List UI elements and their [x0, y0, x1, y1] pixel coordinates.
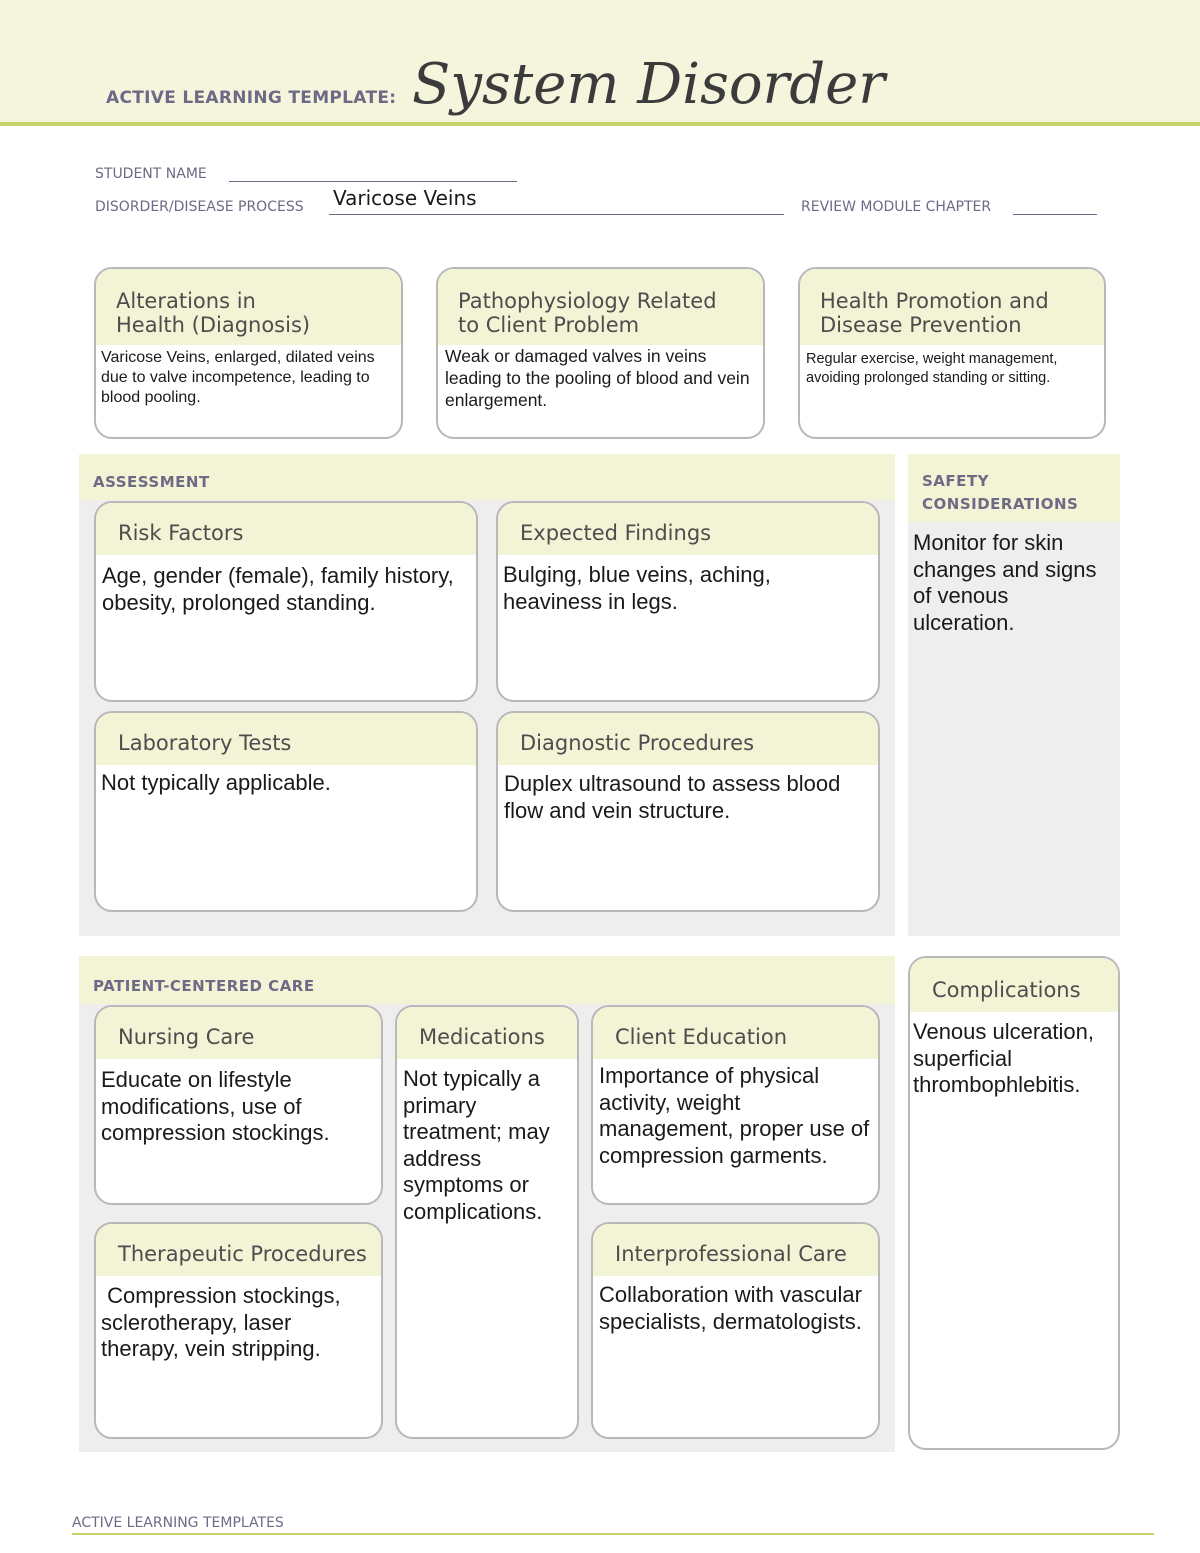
medications-body[interactable]: Not typically a primary treatment; may address symptoms or complications. [403, 1066, 550, 1224]
safety-title [908, 454, 1120, 522]
pathophysiology-body[interactable]: Weak or damaged valves in veins leading to the pooling of blood and vein enlargement. [445, 346, 750, 410]
safety-title-line2: CONSIDERATIONS [922, 495, 1079, 513]
therapeutic-procedures-title: Therapeutic Procedures [96, 1224, 381, 1276]
alterations-title [96, 269, 401, 345]
medications-box [395, 1005, 579, 1439]
header-rule [0, 122, 1200, 126]
diagnostic-procedures-body[interactable]: Duplex ultrasound to assess blood flow and vein structure. [504, 771, 841, 823]
client-education-body[interactable]: Importance of physical activity, weight management, proper use of compression garments. [599, 1063, 870, 1168]
alterations-box [94, 267, 403, 439]
expected-findings-body[interactable]: Bulging, blue veins, aching, heaviness in legs. [503, 562, 771, 614]
client-education-box [591, 1005, 880, 1205]
nursing-care-title: Nursing Care [96, 1007, 381, 1059]
complications-body[interactable]: Venous ulceration, superficial thrombophlebitis. [913, 1019, 1095, 1097]
footer-rule [72, 1533, 1154, 1535]
template-title: System Disorder [412, 52, 886, 117]
nursing-care-box [94, 1005, 383, 1205]
safety-body[interactable]: Monitor for skin changes and signs of venous ulceration. [913, 530, 1097, 635]
disorder-label: DISORDER/DISEASE PROCESS [95, 199, 304, 215]
diagnostic-procedures-title: Diagnostic Procedures [498, 713, 878, 765]
interprofessional-care-title: Interprofessional Care [593, 1224, 878, 1276]
alterations-title-line2: Health (Diagnosis) [116, 313, 311, 337]
health-promotion-box [798, 267, 1106, 439]
interprofessional-care-body[interactable]: Collaboration with vascular specialists, dermatologists. [599, 1282, 862, 1334]
risk-factors-body[interactable]: Age, gender (female), family history, obesity, prolonged standing. [102, 563, 454, 615]
safety-considerations-panel [908, 454, 1120, 936]
nursing-care-body[interactable]: Educate on lifestyle modifications, use of compression stockings. [101, 1067, 330, 1145]
pathophysiology-box [436, 267, 765, 439]
disorder-value: Varicose Veins [333, 186, 477, 210]
health-promotion-title-line1: Health Promotion and [820, 289, 1049, 313]
laboratory-tests-box [94, 711, 478, 912]
laboratory-tests-body[interactable]: Not typically applicable. [101, 770, 331, 795]
footer-label: ACTIVE LEARNING TEMPLATES [72, 1515, 284, 1531]
laboratory-tests-title: Laboratory Tests [96, 713, 476, 765]
health-promotion-body[interactable]: Regular exercise, weight management, avoiding prolonged standing or sitting. [806, 351, 1058, 386]
review-module-field[interactable] [1013, 213, 1097, 215]
risk-factors-box [94, 501, 478, 702]
expected-findings-box [496, 501, 880, 702]
student-name-label: STUDENT NAME [95, 166, 207, 182]
health-promotion-title [800, 269, 1104, 345]
pathophysiology-title-line1: Pathophysiology Related [458, 289, 717, 313]
risk-factors-title: Risk Factors [96, 503, 476, 555]
therapeutic-procedures-box [94, 1222, 383, 1439]
review-module-label: REVIEW MODULE CHAPTER [801, 199, 992, 215]
alterations-title-line1: Alterations in [116, 289, 256, 313]
disorder-field[interactable] [329, 213, 784, 215]
complications-title: Complications [910, 958, 1118, 1012]
pathophysiology-title-line2: to Client Problem [458, 313, 640, 337]
expected-findings-title: Expected Findings [498, 503, 878, 555]
alterations-body[interactable]: Varicose Veins, enlarged, dilated veins due to valve incompetence, leading to blood pooling. [101, 349, 375, 406]
pathophysiology-title [438, 269, 763, 345]
template-label: ACTIVE LEARNING TEMPLATE: [106, 88, 397, 108]
patient-care-title: PATIENT-CENTERED CARE [93, 977, 315, 995]
assessment-title: ASSESSMENT [93, 473, 210, 491]
interprofessional-care-box [591, 1222, 880, 1439]
medications-title: Medications [397, 1007, 577, 1059]
diagnostic-procedures-box [496, 711, 880, 912]
therapeutic-procedures-body[interactable]: Compression stockings, sclerotherapy, laser therapy, vein stripping. [101, 1283, 347, 1361]
health-promotion-title-line2: Disease Prevention [820, 313, 1022, 337]
safety-title-line1: SAFETY [922, 472, 989, 490]
client-education-title: Client Education [593, 1007, 878, 1059]
student-name-field[interactable] [229, 180, 517, 182]
complications-box [908, 956, 1120, 1450]
